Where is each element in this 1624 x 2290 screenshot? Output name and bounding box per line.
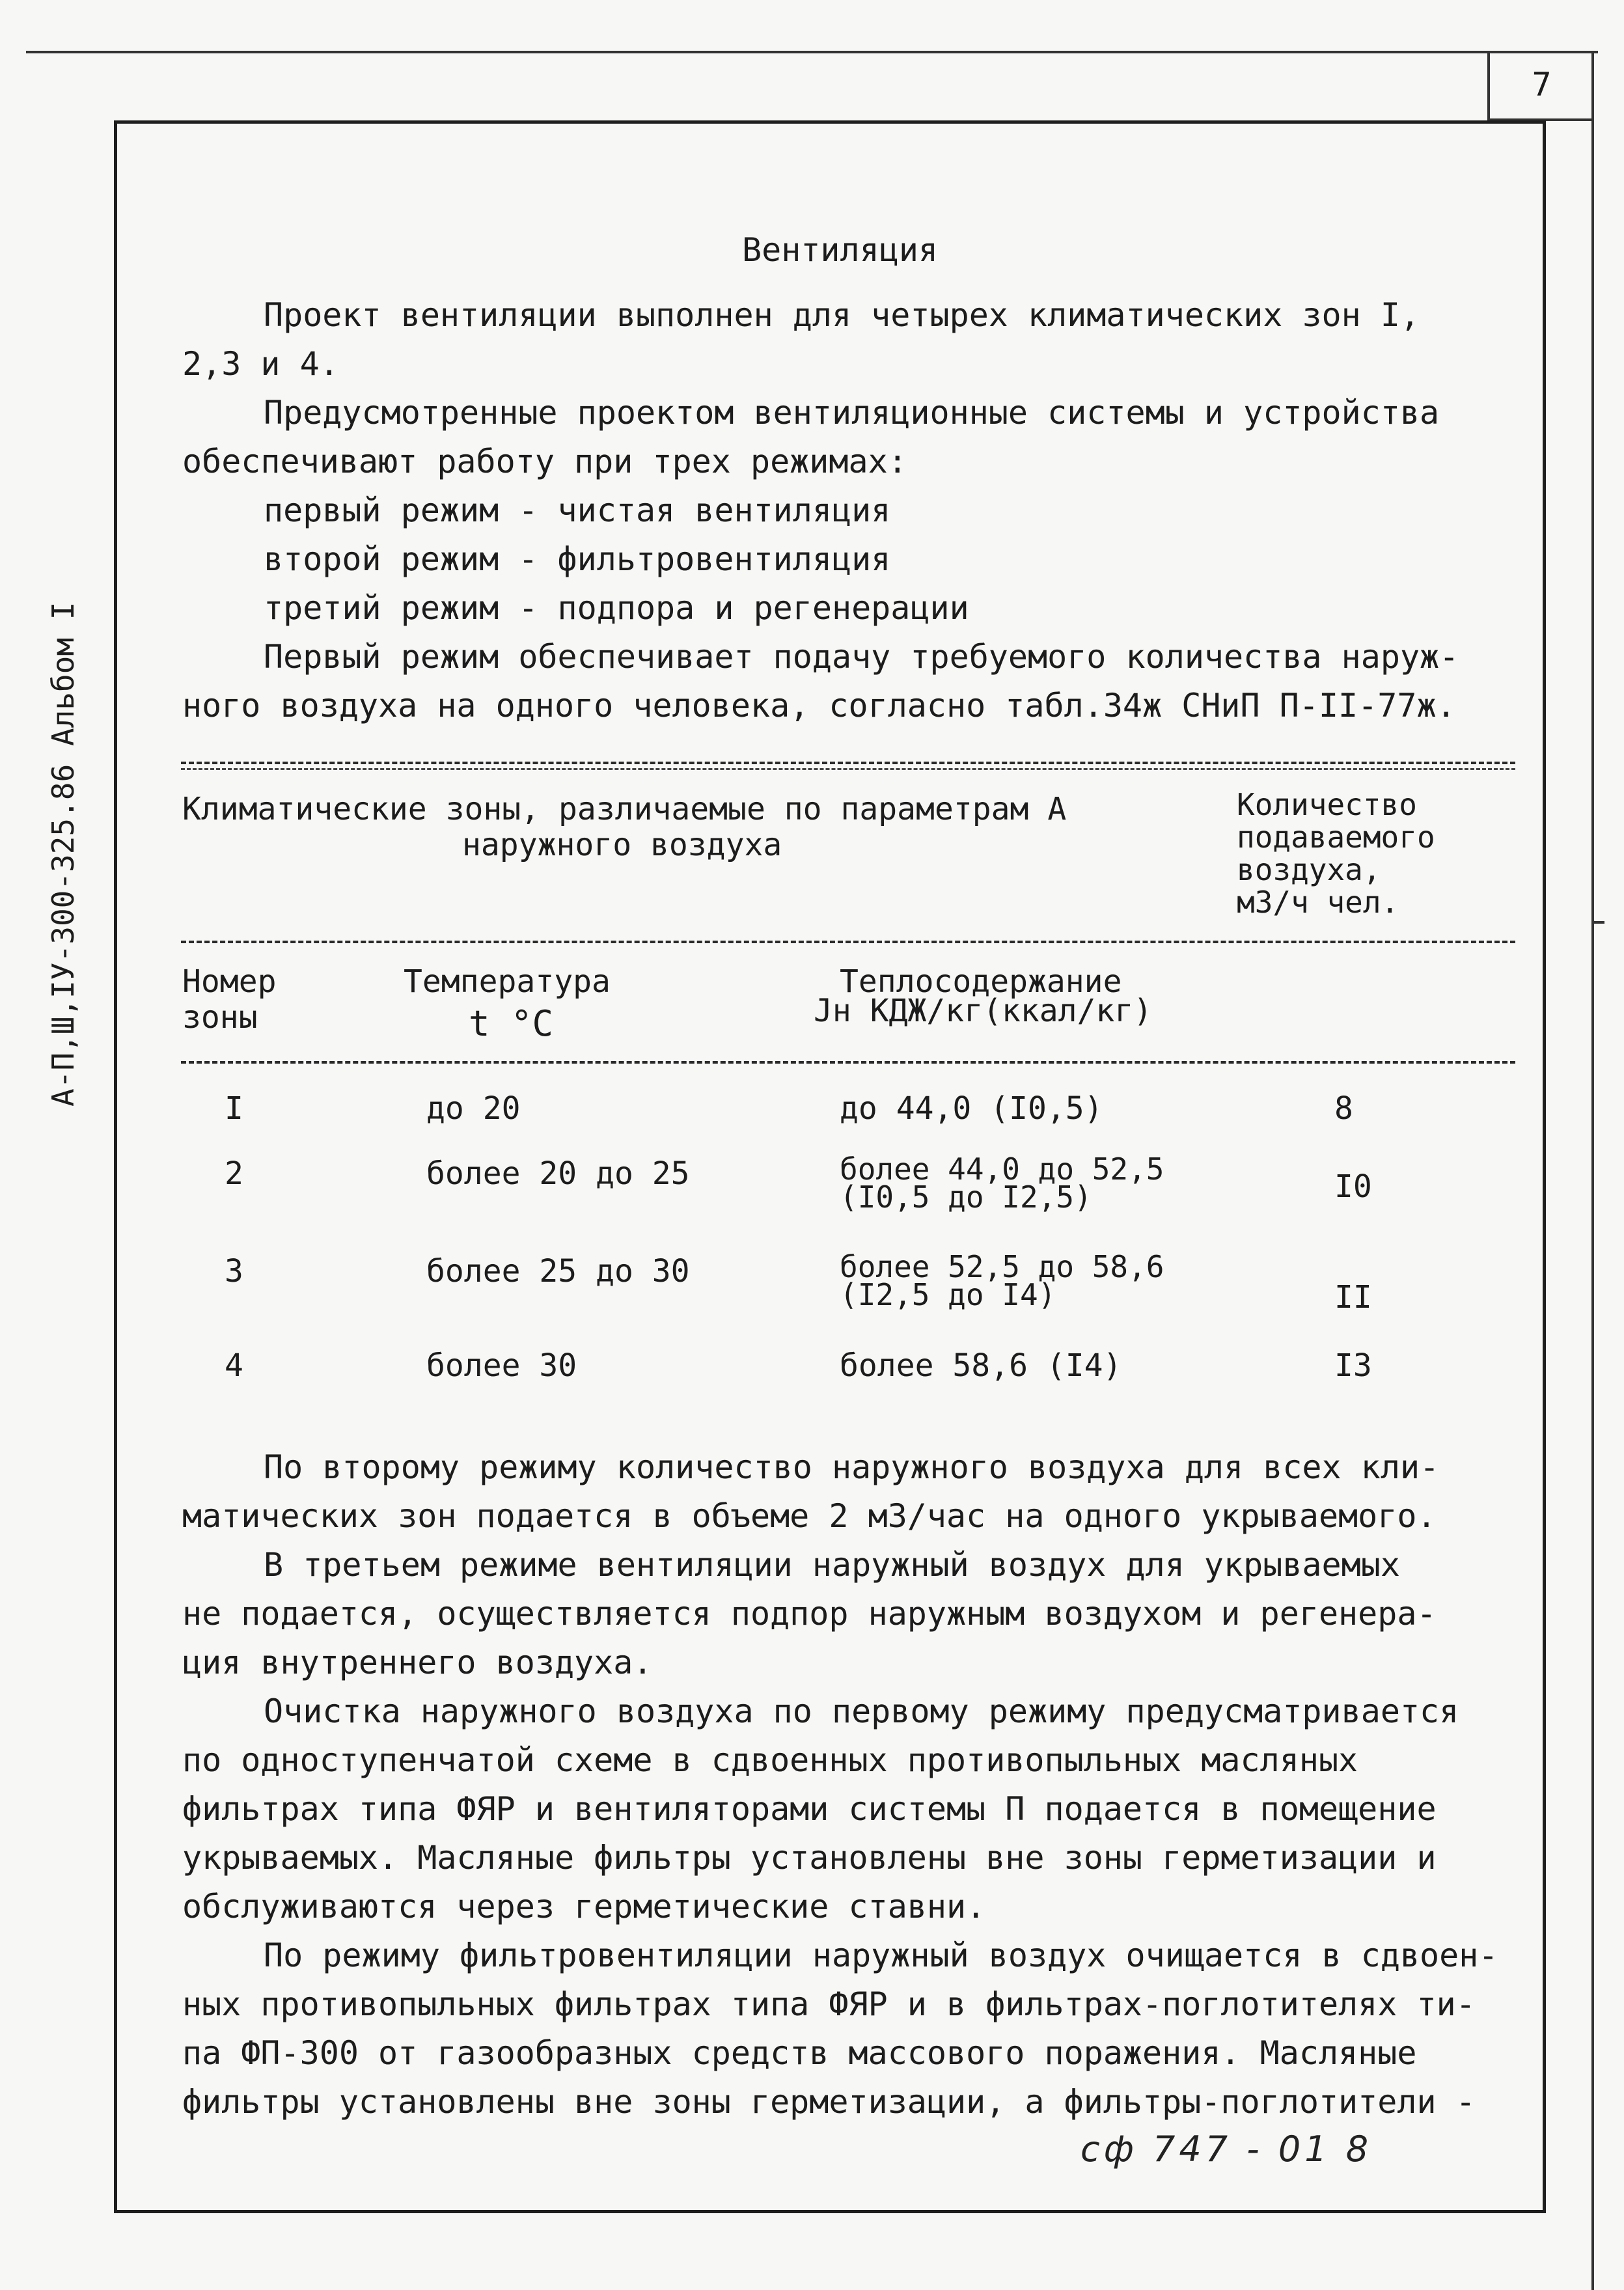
page-number: 7 <box>1487 51 1593 121</box>
outer-border-right <box>1591 51 1594 2290</box>
intro-line: 2,3 и 4. <box>182 345 339 383</box>
document-code-handwritten: сф 747 - 01 8 <box>1080 2129 1373 2170</box>
table-header-qty: подаваемого <box>1237 820 1435 855</box>
table-cell-temp: более 25 до 30 <box>426 1253 690 1290</box>
table-cell-zone: 4 <box>225 1347 243 1384</box>
table-header-qty: м3/ч чел. <box>1237 885 1399 920</box>
table-cell-qty: I0 <box>1334 1168 1372 1205</box>
body-line: ных противопыльных фильтрах типа ФЯР и в фильтрах-поглотителях ти- <box>182 1985 1476 2023</box>
margin-tick <box>1591 921 1604 924</box>
intro-line: обеспечивают работу при трех режимах: <box>182 443 907 480</box>
body-line: По второму режиму количество наружного воздуха для всех кли- <box>264 1448 1440 1486</box>
body-line: По режиму фильтровентиляции наружный воздух очищается в сдвоен- <box>264 1937 1498 1974</box>
table-cell-heat: (I2,5 до I4) <box>840 1277 1056 1312</box>
body-line: па ФП-300 от газообразных средств массового поражения. Масляные <box>182 2034 1417 2072</box>
table-cell-heat: (I0,5 до I2,5) <box>840 1179 1092 1215</box>
col-zone-header: Номер <box>182 963 277 1000</box>
intro-line: Первый режим обеспечивает подачу требуемого количества наруж- <box>264 638 1459 676</box>
intro-line: Проект вентиляции выполнен для четырех климатических зон I, <box>264 296 1420 334</box>
body-line: укрываемых. Масляные фильтры установлены вне зоны герметизации и <box>182 1839 1437 1877</box>
body-line: матических зон подается в объеме 2 м3/час на одного укрываемого. <box>182 1497 1437 1535</box>
col-temp-header: t °С <box>469 1003 554 1044</box>
table-cell-qty: II <box>1334 1279 1372 1316</box>
table-rule-bottom-header <box>181 1061 1515 1064</box>
intro-line: Предусмотренные проектом вентиляционные системы и устройства <box>264 394 1440 432</box>
col-heat-header: Jн КДЖ/кг(ккал/кг) <box>814 993 1153 1029</box>
table-header-qty: Количество <box>1237 787 1417 822</box>
body-line: фильтры установлены вне зоны герметизации, а фильтры-поглотители - <box>182 2083 1476 2121</box>
col-heat-header: Теплосодержание <box>840 963 1122 1000</box>
body-line: обслуживаются через герметические ставни. <box>182 1888 986 1925</box>
body-line: по одноступенчатой схеме в сдвоенных противопыльных масляных <box>182 1741 1358 1779</box>
intro-line: второй режим - фильтровентиляция <box>264 540 891 578</box>
body-line: В третьем режиме вентиляции наружный воздух для укрываемых <box>264 1546 1400 1584</box>
table-cell-heat: до 44,0 (I0,5) <box>840 1090 1103 1127</box>
table-cell-zone: 3 <box>225 1253 243 1290</box>
table-cell-qty: 8 <box>1334 1090 1353 1127</box>
table-header-qty: воздуха, <box>1237 852 1381 887</box>
table-cell-temp: более 20 до 25 <box>426 1155 690 1192</box>
intro-line: ного воздуха на одного человека, согласно табл.34ж СНиП П-II-77ж. <box>182 687 1456 724</box>
table-cell-zone: 2 <box>225 1155 243 1192</box>
side-label-text: А-П,Ш,IУ-300-325.86 Альбом I <box>46 601 81 1107</box>
body-line: не подается, осуществляется подпор наружным воздухом и регенера- <box>182 1595 1437 1633</box>
table-rule-top-second <box>181 768 1515 770</box>
col-temp-header: Температура <box>404 963 611 1000</box>
table-cell-heat: более 58,6 (I4) <box>840 1347 1122 1384</box>
col-zone-header: зоны <box>182 999 258 1036</box>
table-rule-top <box>181 762 1515 764</box>
table-cell-temp: более 30 <box>426 1347 577 1384</box>
table-header-main: наружного воздуха <box>462 827 782 863</box>
table-cell-qty: I3 <box>1334 1347 1372 1384</box>
table-cell-zone: I <box>225 1090 243 1127</box>
table-cell-temp: до 20 <box>426 1090 521 1127</box>
table-cell-heat: более 44,0 до 52,5 <box>840 1152 1164 1187</box>
table-header-main: Климатические зоны, различаемые по параметрам А <box>182 791 1067 827</box>
intro-line: третий режим - подпора и регенерации <box>264 589 969 627</box>
page-title: Вентиляция <box>742 231 939 269</box>
outer-border-top <box>26 51 1598 53</box>
table-cell-heat: более 52,5 до 58,6 <box>840 1249 1164 1284</box>
body-line: Очистка наружного воздуха по первому режиму предусматривается <box>264 1692 1459 1730</box>
intro-line: первый режим - чистая вентиляция <box>264 491 891 529</box>
body-line: фильтрах типа ФЯР и вентиляторами системы П подается в помещение <box>182 1790 1437 1828</box>
table-rule-mid <box>181 941 1515 943</box>
body-line: ция внутреннего воздуха. <box>182 1644 653 1681</box>
